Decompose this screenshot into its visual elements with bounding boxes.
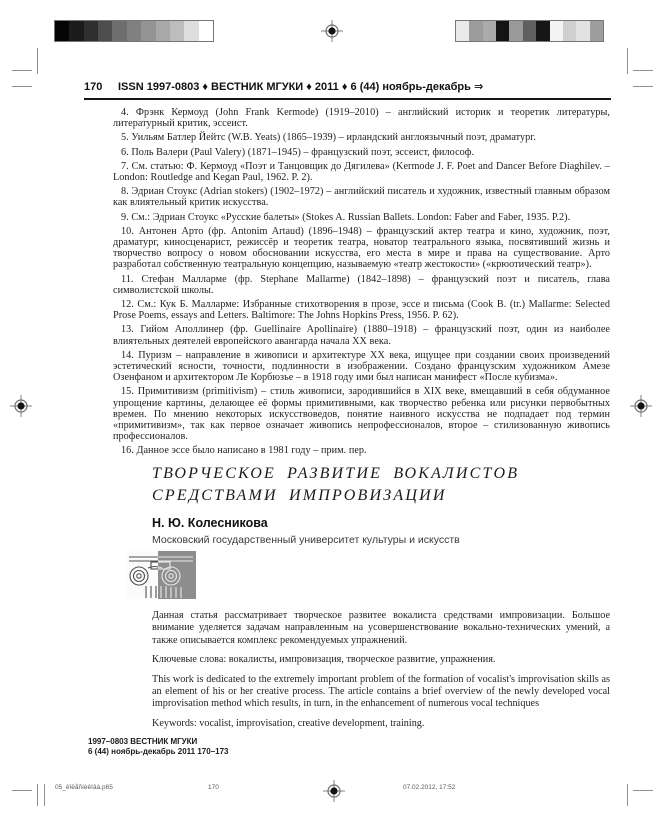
slug-timestamp: 07.02.2012, 17:52 — [403, 784, 456, 791]
footnote-item: 16. Данное эссе было написано в 1981 году – прим. пер. — [121, 445, 367, 457]
header-journal-info: ISSN 1997-0803 ♦ ВЕСТНИК МГУКИ ♦ 2011 ♦ 6 (44) ноябрь-декабрь ⇒ — [118, 81, 484, 93]
crop-mark — [12, 790, 32, 791]
footnote-item: 10. Антонен Арто (фр. Antonim Artaud) (1896–1948) – французский актер театра и кино, художник, поэт, драматург, киносценарист, режиссёр и теоретик театра, новатор театрального языка, посвятивший жизнь и творчество вопросу о новом обосновании искусства, его места в мире и права на существование. Арто разработал собственную театральную концепцию, называемую «театр жестокости» («крюотический театр»). — [113, 225, 610, 271]
calibration-patch — [469, 21, 482, 41]
running-head — [84, 80, 614, 93]
footnote-item: 7. См. статью: Ф. Кермоуд «Поэт и Танцовщик до Дягилева» (Kermode J. F. Poet and Dancer Before Diaghilev. – London: Routledge and Kegan Paul, 1962. P. 2). — [113, 160, 610, 184]
calibration-patch — [590, 21, 603, 41]
article-affiliation: Московский государственный университет культуры и искусств — [152, 534, 460, 546]
calibration-patch — [156, 21, 170, 41]
footnote-item: 6. Поль Валери (Paul Valery) (1871–1945) – французский поэт, эссеист, философ. — [121, 146, 475, 158]
footer-issn-line: 1997–0803 ВЕСТНИК МГУКИ — [88, 737, 198, 746]
crop-mark — [627, 48, 628, 74]
article-title-line2: СРЕДСТВАМИ ИМПРОВИЗАЦИИ — [152, 487, 447, 504]
keywords-en: Keywords: vocalist, improvisation, creative development, training. — [152, 717, 425, 729]
registration-mark-icon — [321, 20, 343, 42]
journal-footer — [88, 737, 228, 757]
crop-mark — [627, 784, 628, 806]
footnote-item: 4. Фрэнк Кермоуд (John Frank Kermode) (1919–2010) – английский историк и теоретик литературы, литературный критик, эссеист. — [113, 107, 610, 130]
crop-mark — [633, 70, 653, 71]
footnote-item: 13. Гийом Аполлинер (фр. Guellinaire Apollinaire) (1880–1918) – французский поэт, один из наиболее влиятельных деятелей европейского авангарда начала XX века. — [113, 324, 610, 347]
grayscale-calibration-bar-left — [54, 20, 214, 42]
crop-mark — [633, 86, 653, 87]
ionic-capital-image — [126, 551, 196, 599]
calibration-patch — [184, 21, 198, 41]
registration-mark-icon — [323, 780, 345, 802]
calibration-patch — [536, 21, 549, 41]
footnote-item: 15. Примитивизм (primitivism) – стиль живописи, зародившийся в XIX веке, вмещавший в себя обдуманное упрощение картины, делающее её формы примитивными, как творчество ребенка или рисунки первобытных времен. По мнению некоторых искусствоведов, понятие наивного искусства не подпадает под термин «примитивизм», так как первое означает живопись непрофессионалов, второе – стилизованную живопись профессионалов. — [113, 386, 610, 443]
calibration-patch — [576, 21, 589, 41]
footnote-item: 14. Пуризм – направление в живописи и архитектуре XX века, ищущее при создании своих произведений эстетический ясности, точности, подлинности в изображении. Создано французским художником Амезе Озенфаном и архитектором Ле Корбюзье – в 1918 году ими был написан манифест «После кубизма». — [113, 349, 610, 384]
footnotes-section — [113, 107, 610, 461]
calibration-patch — [550, 21, 563, 41]
calibration-patch — [456, 21, 469, 41]
article-author: Н. Ю. Колесникова — [152, 516, 268, 530]
keywords-ru: Ключевые слова: вокалисты, импровизация, творческое развитие, упражнения. — [152, 654, 496, 666]
registration-mark-icon — [10, 395, 32, 417]
calibration-patch — [84, 21, 98, 41]
footer-issue-line: 6 (44) ноябрь-декабрь 2011 170–173 — [88, 747, 229, 756]
calibration-patch — [509, 21, 522, 41]
slug-filename: 05_êîëåñíèêîâà.p65 — [55, 784, 113, 791]
registration-mark-icon — [630, 395, 652, 417]
calibration-patch — [496, 21, 509, 41]
crop-mark — [37, 784, 38, 806]
calibration-patch — [127, 21, 141, 41]
footnote-item: 12. См.: Кук Б. Малларме: Избранные стихотворения в прозе, эссе и письма (Cook B. (tr.) Mallarme: Selected Prose Poems, essays and Letters. Baltimore: The Johns Hopkins Press, 1956. P. 62). — [113, 299, 610, 322]
calibration-patch — [199, 21, 213, 41]
header-page-number: 170 — [84, 81, 103, 93]
footnote-item: 9. См.: Эдриан Стоукс «Русские балеты» (Stokes A. Russian Ballets. London: Faber and Faber, 1935. P.2). — [121, 211, 571, 223]
calibration-patch — [563, 21, 576, 41]
footnote-item: 5. Уильям Батлер Йейтс (W.B. Yeats) (1865–1939) – ирландский англоязычный поэт, драматург. — [121, 132, 536, 144]
calibration-patch — [55, 21, 69, 41]
abstract-ru: Данная статья рассматривает творческое развитее вокалиста средствами импровизации. Большое внимание уделяется задачам направленным на усовершенствование вокально-технических умений, а также описывается комплекс рекомендуемых упражнений. — [152, 610, 610, 646]
abstract-en: This work is dedicated to the extremely important problem of the formation of vocalist's improvisation skills as an element of his or her creative process. The article contains a brief overview of the newly developed vocal improvisation method which results, in turn, in the enhancement of numerous vocal techniques — [152, 673, 610, 710]
abstract-section — [152, 610, 610, 737]
crop-mark — [37, 48, 38, 74]
header-rule — [84, 98, 611, 100]
calibration-patch — [98, 21, 112, 41]
footnote-item: 8. Эдриан Стоукс (Adrian stokers) (1902–1972) – английский писатель и художник, известный главным образом как влиятельный критик искусства. — [113, 186, 610, 209]
article-title-line1: ТВОРЧЕСКОЕ РАЗВИТИЕ ВОКАЛИСТОВ — [152, 465, 520, 482]
crop-mark — [12, 86, 32, 87]
crop-mark — [12, 70, 32, 71]
grayscale-calibration-bar-right — [455, 20, 604, 42]
calibration-patch — [523, 21, 536, 41]
crop-mark — [633, 790, 653, 791]
calibration-patch — [170, 21, 184, 41]
calibration-patch — [112, 21, 126, 41]
article-title — [152, 463, 592, 507]
footnote-item: 11. Стефан Малларме (фр. Stephane Mallarme) (1842–1898) – французский поэт и писатель, глава символистской школы. — [113, 273, 610, 296]
calibration-patch — [69, 21, 83, 41]
calibration-patch — [141, 21, 155, 41]
slug-page-number: 170 — [208, 784, 219, 791]
crop-mark — [44, 784, 45, 806]
calibration-patch — [483, 21, 496, 41]
